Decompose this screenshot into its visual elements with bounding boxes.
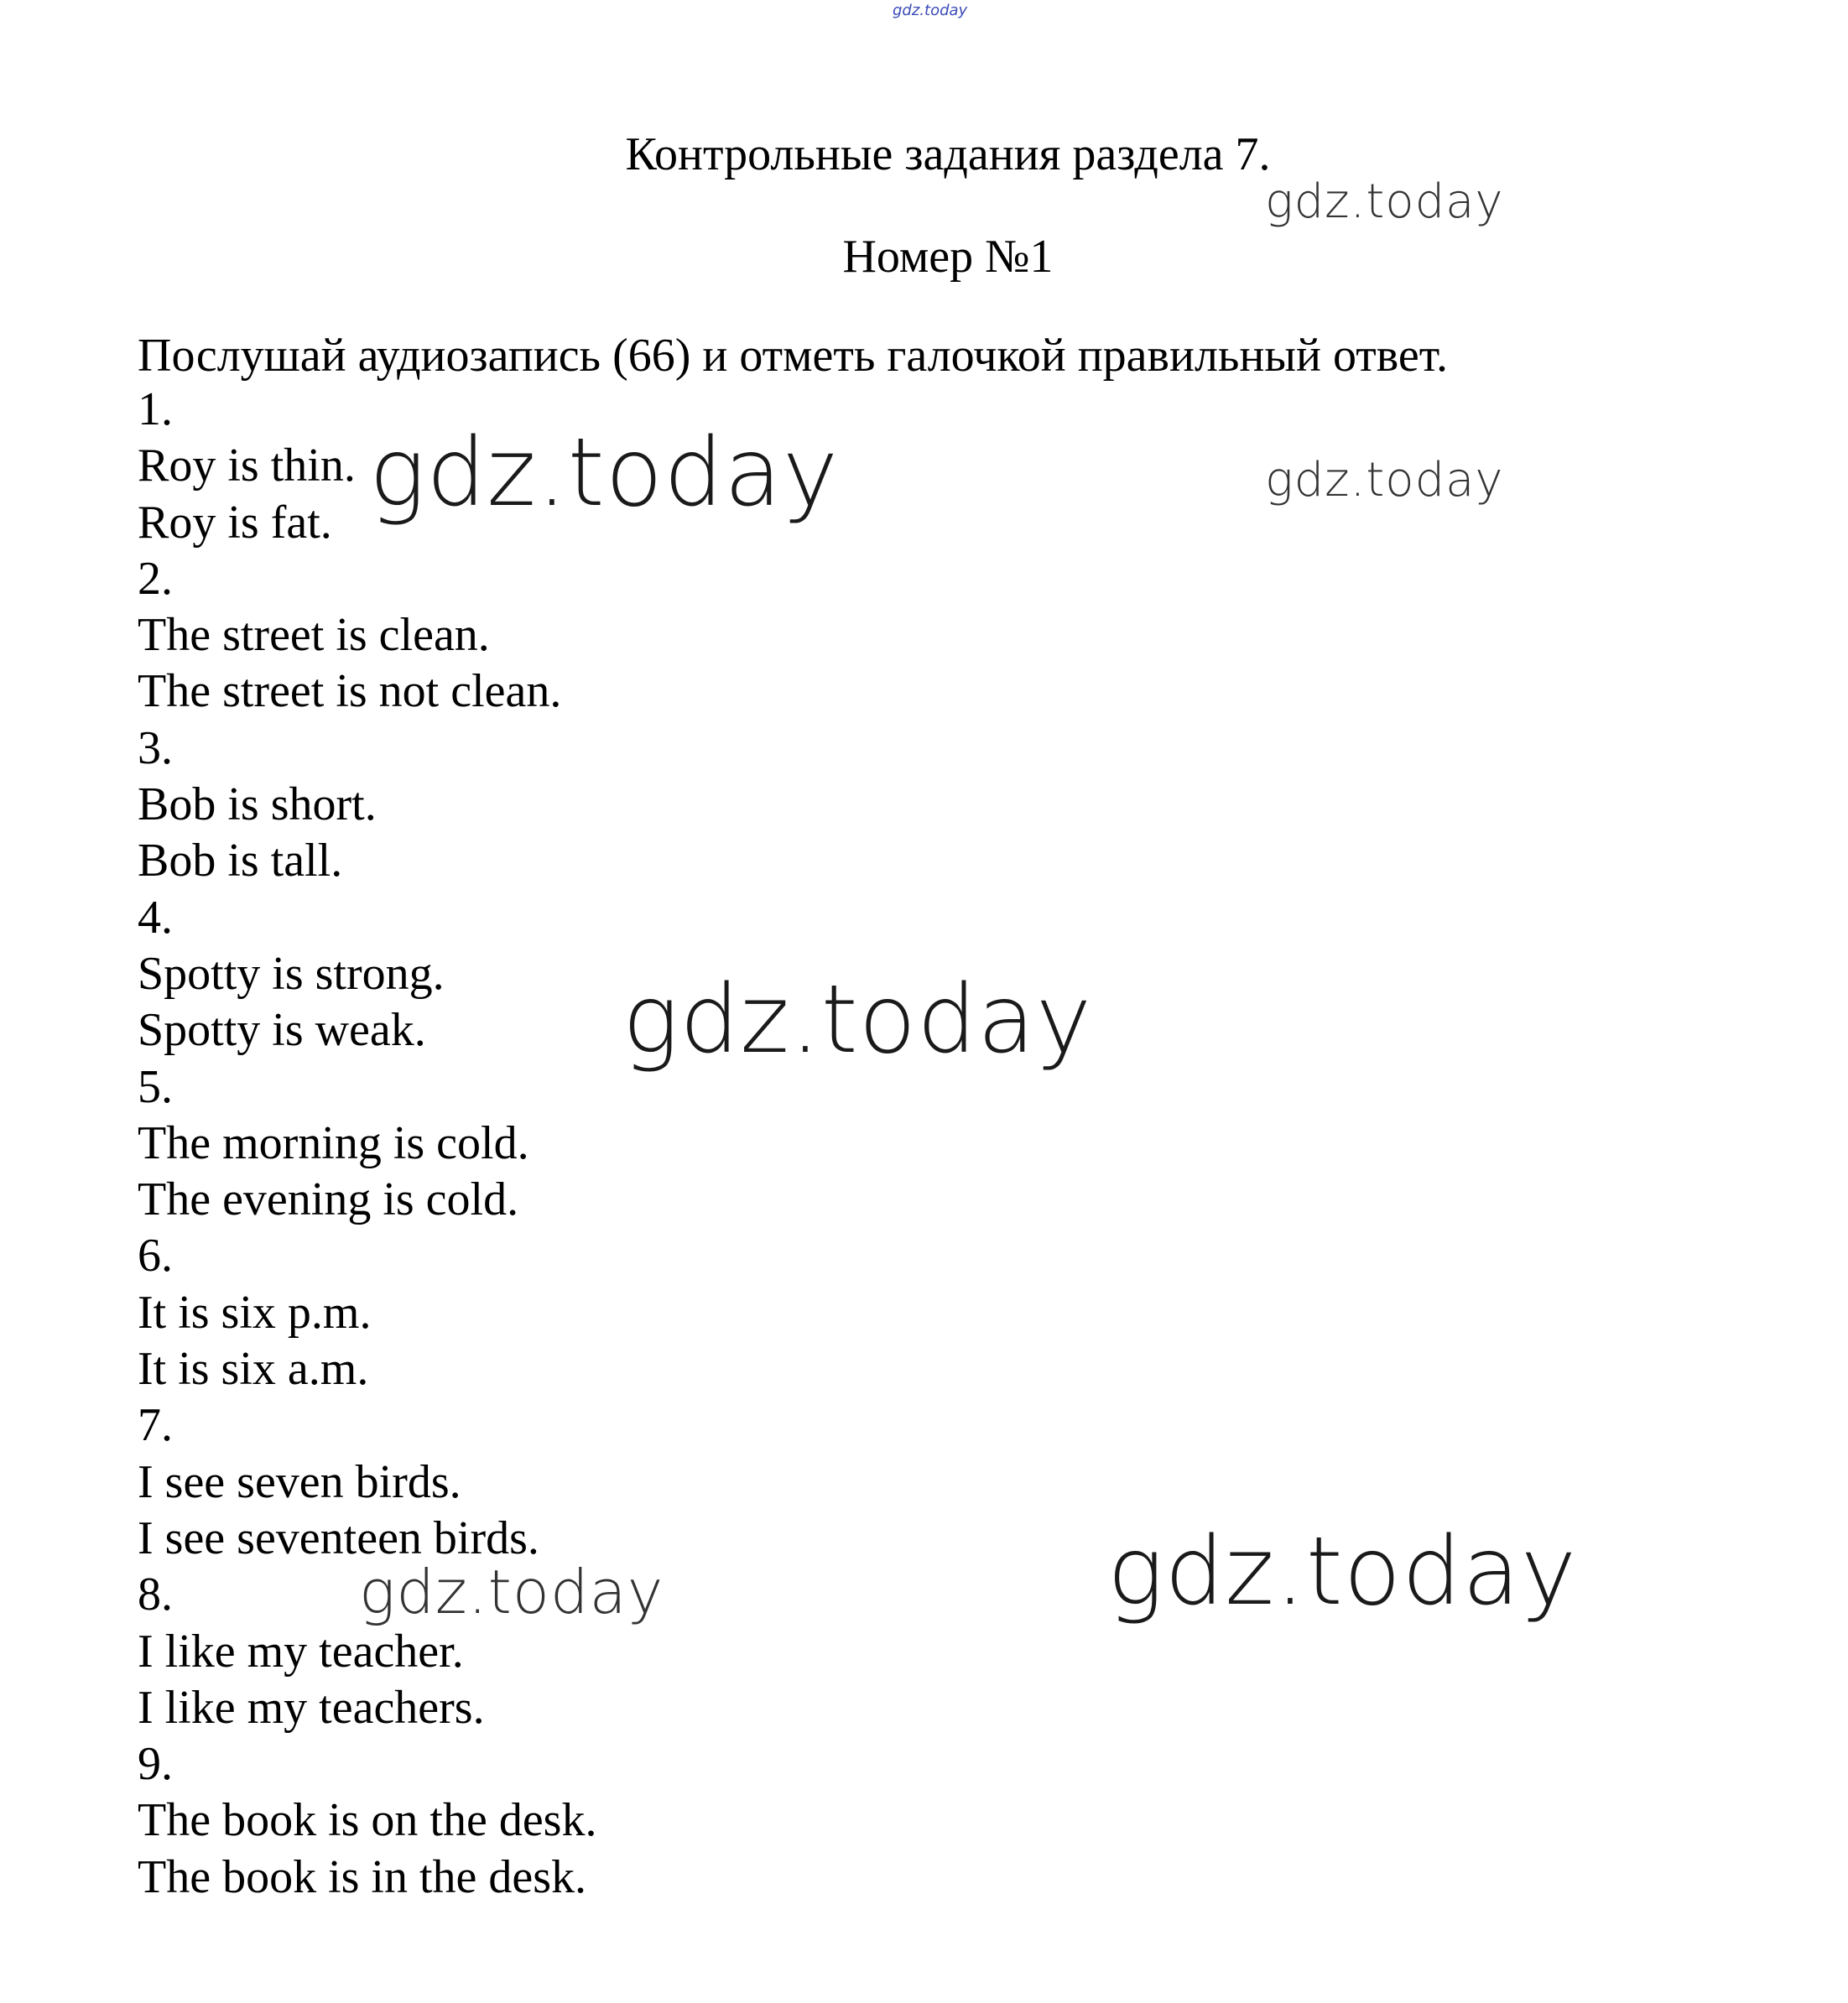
question-item (138, 551, 596, 721)
answer-option: I like my teacher. (138, 1625, 464, 1678)
answer-option: Roy is thin. (138, 440, 356, 492)
page-title: Контрольные задания раздела 7. (625, 128, 1271, 180)
question-item (138, 1228, 596, 1397)
answer-option: Spotty is strong. (138, 947, 445, 1000)
answer-option: Roy is fat. (138, 496, 332, 549)
answer-option: The morning is cold. (138, 1116, 529, 1169)
answer-option: I like my teachers. (138, 1681, 485, 1734)
answer-option: The book is on the desk. (138, 1794, 597, 1847)
question-item (138, 1736, 596, 1906)
question-number: 5. (138, 1060, 173, 1113)
exercise-number: Номер №1 (842, 231, 1054, 283)
watermark: gdz.today (1107, 1517, 1578, 1626)
watermark: gdz.today (1265, 453, 1504, 507)
question-list (138, 382, 596, 1906)
answer-option: The street is not clean. (138, 665, 562, 718)
question-number: 2. (138, 552, 173, 605)
answer-option: The book is in the desk. (138, 1850, 587, 1903)
answer-option: The evening is cold. (138, 1173, 519, 1226)
question-number: 3. (138, 721, 173, 774)
question-number: 9. (138, 1738, 173, 1791)
watermark: gdz.today (369, 419, 840, 528)
question-item (138, 890, 596, 1059)
question-number: 4. (138, 891, 173, 944)
question-number: 7. (138, 1399, 173, 1452)
watermark: gdz.today (622, 965, 1093, 1074)
question-item (138, 1397, 596, 1567)
answer-option: Bob is short. (138, 778, 377, 831)
answer-option: The street is clean. (138, 609, 490, 662)
answer-option: Spotty is weak. (138, 1004, 426, 1057)
instruction-text: Послушай аудиозапись (66) и отметь галочкой правильный ответ. (138, 330, 1448, 382)
watermark: gdz.today (893, 2, 968, 19)
answer-option: It is six a.m. (138, 1343, 369, 1396)
answer-option: Bob is tall. (138, 835, 343, 887)
watermark: gdz.today (1265, 174, 1504, 229)
question-number: 8. (138, 1569, 173, 1621)
answer-option: I see seven birds. (138, 1455, 461, 1508)
answer-option: It is six p.m. (138, 1286, 372, 1339)
question-item (138, 721, 596, 890)
question-item (138, 1059, 596, 1229)
question-number: 1. (138, 383, 173, 435)
answer-option: I see seventeen birds. (138, 1511, 539, 1564)
question-number: 6. (138, 1230, 173, 1282)
watermark: gdz.today (359, 1557, 664, 1627)
